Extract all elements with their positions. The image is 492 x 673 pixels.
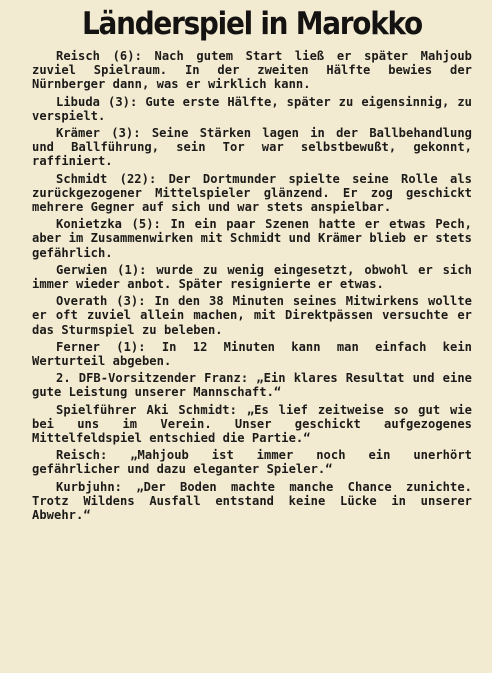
player-name: Krämer (3):	[56, 126, 141, 141]
paragraph-text: Seine Stärken lagen in der Ballbehandlung und Ballführung, sein Tor war selbstbewußt, gekonnt, raffiniert.	[32, 126, 472, 169]
paragraph-schmidt	[32, 172, 472, 215]
paragraph-text: In den 38 Minuten seines Mitwirkens wollte er oft zuviel allein machen, mit Direktpässen versuchte er das Sturmspiel zu beleben.	[32, 294, 472, 337]
speaker-name: 2. DFB-Vorsitzender Franz:	[56, 371, 249, 386]
player-name: Schmidt (22):	[56, 171, 157, 186]
paragraph-text: In ein paar Szenen hatte er etwas Pech, aber im Zusammenwirken mit Schmidt und Krämer blieb er stets gefährlich.	[32, 217, 472, 260]
player-name: Reisch (6):	[56, 49, 142, 63]
player-name: Ferner (1):	[56, 339, 146, 354]
paragraph-franz	[32, 371, 472, 399]
player-name: Overath (3):	[56, 294, 146, 309]
paragraph-ferner	[32, 340, 472, 368]
paragraph-text: Nach gutem Start ließ er später Mahjoub zuviel Spielraum. In der zweiten Hälfte bewies der Nürnberger dann, was er wirklich kann.	[32, 49, 472, 92]
paragraph-kraemer	[32, 126, 472, 169]
paragraph-overath	[32, 294, 472, 337]
paragraph-text: In 12 Minuten kann man einfach kein Werturteil abgeben.	[32, 339, 472, 369]
paragraph-kurbjuhn	[32, 480, 472, 523]
headline: Länderspiel in Marokko	[82, 6, 422, 42]
paragraph-text: Der Dortmunder spielte seine Rolle als zurückgezogener Mittelspieler glänzend. Er zog geschickt mehrere Gegner auf sich und war stets anspielbar.	[32, 171, 472, 215]
paragraph-text: wurde zu wenig eingesetzt, obwohl er sich immer wieder anbot. Später resignierte er etwas.	[32, 262, 472, 292]
paragraph-text: „Es lief zeitweise so gut wie bei uns im Verein. Unser geschickt aufgezogenes Mittelfeldspiel entschied die Partie.“	[32, 402, 472, 446]
paragraph-konietzka	[32, 217, 472, 260]
paragraph-reisch-quote	[32, 448, 472, 476]
player-name: Konietzka (5):	[56, 217, 161, 232]
speaker-name: Reisch:	[56, 448, 108, 463]
paragraph-text: „Ein klares Resultat und eine gute Leistung unserer Mannschaft.“	[32, 371, 472, 400]
paragraph-aki-schmidt	[32, 403, 472, 446]
speaker-name: Spielführer Aki Schmidt:	[56, 402, 237, 417]
paragraph-reisch	[32, 49, 472, 92]
speaker-name: Kurbjuhn:	[56, 479, 122, 494]
player-name: Gerwien (1):	[56, 262, 147, 277]
paragraph-text: „Mahjoub ist immer noch ein unerhört gefährlicher und dazu eleganter Spieler.“	[32, 448, 472, 477]
paragraph-text: „Der Boden machte manche Chance zunichte. Trotz Wildens Ausfall entstand keine Lücke in unserer Abwehr.“	[32, 479, 472, 523]
paragraph-text: Gute erste Hälfte, später zu eigensinnig, zu verspielt.	[32, 94, 472, 123]
paragraph-libuda	[32, 95, 472, 123]
paragraph-gerwien	[32, 263, 472, 291]
player-name: Libuda (3):	[56, 94, 138, 109]
